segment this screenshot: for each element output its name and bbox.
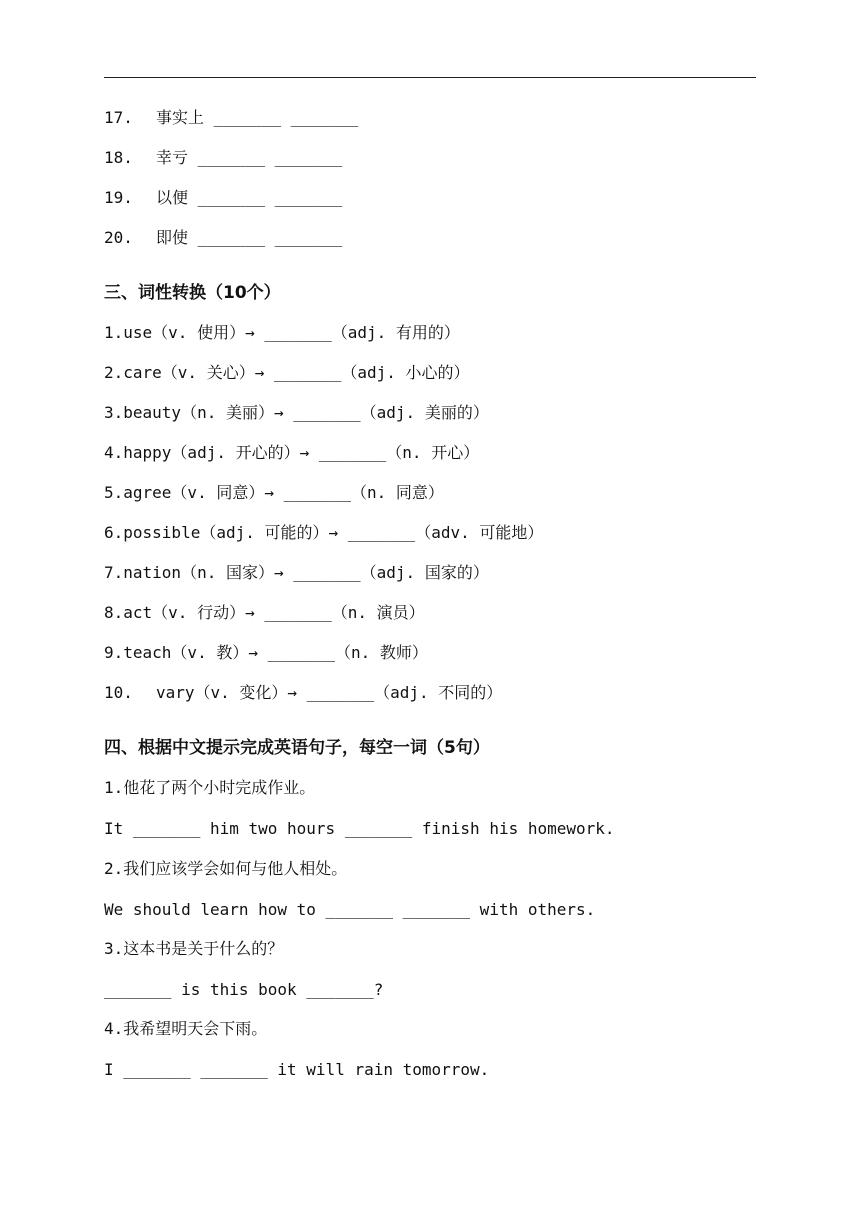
vocab-row-17 xyxy=(104,107,358,129)
vocab-row-19 xyxy=(104,187,342,209)
word-form-item-7: 7.nation（n. 国家）→ _______（adj. 国家的） xyxy=(104,563,489,582)
item-text: 即使 xyxy=(156,228,189,247)
item-text: vary（v. 变化）→ _______（adj. 不同的） xyxy=(156,683,503,702)
word-form-item-8: 8.act（v. 行动）→ _______（n. 演员） xyxy=(104,603,425,622)
word-form-item-2: 2.care（v. 关心）→ _______（adj. 小心的） xyxy=(104,363,470,382)
answer-blanks: _______ _______ xyxy=(204,108,359,127)
answer-blanks: _______ _______ xyxy=(188,188,343,207)
word-form-item-10 xyxy=(104,682,502,704)
word-form-item-9: 9.teach（v. 教）→ _______（n. 教师） xyxy=(104,643,428,662)
sentence-answer-3: _______ is this book _______? xyxy=(104,980,384,999)
sentence-answer-2: We should learn how to _______ _______ with others. xyxy=(104,900,596,919)
sentence-prompt-2: 2.我们应该学会如何与他人相处。 xyxy=(104,859,348,878)
answer-blanks: _______ _______ xyxy=(188,228,343,247)
section-title-word-forms: 三、词性转换（10个） xyxy=(104,283,281,303)
item-text: 以便 xyxy=(156,188,189,207)
vocab-row-20 xyxy=(104,227,342,249)
item-number: 17. xyxy=(104,108,133,127)
item-text: 幸亏 xyxy=(156,148,189,167)
item-text: 事实上 xyxy=(156,108,205,127)
item-number: 18. xyxy=(104,148,133,167)
item-number: 20. xyxy=(104,228,133,247)
sentence-prompt-1: 1.他花了两个小时完成作业。 xyxy=(104,778,316,797)
sentence-prompt-3: 3.这本书是关于什么的？ xyxy=(104,939,284,958)
word-form-item-4: 4.happy（adj. 开心的）→ _______（n. 开心） xyxy=(104,443,480,462)
vocab-row-18 xyxy=(104,147,342,169)
word-form-item-5: 5.agree（v. 同意）→ _______（n. 同意） xyxy=(104,483,444,502)
answer-blanks: _______ _______ xyxy=(188,148,343,167)
word-form-item-1: 1.use（v. 使用）→ _______（adj. 有用的） xyxy=(104,323,460,342)
word-form-item-6: 6.possible（adj. 可能的）→ _______（adv. 可能地） xyxy=(104,523,544,542)
sentence-prompt-4: 4.我希望明天会下雨。 xyxy=(104,1019,268,1038)
item-number: 19. xyxy=(104,188,133,207)
item-number: 10. xyxy=(104,683,133,702)
section-title-sentence-completion: 四、根据中文提示完成英语句子，每空一词（5句） xyxy=(104,738,490,758)
sentence-answer-4: I _______ _______ it will rain tomorrow. xyxy=(104,1060,490,1079)
word-form-item-3: 3.beauty（n. 美丽）→ _______（adj. 美丽的） xyxy=(104,403,489,422)
sentence-answer-1: It _______ him two hours _______ finish his homework. xyxy=(104,819,615,838)
header-rule xyxy=(104,77,756,78)
